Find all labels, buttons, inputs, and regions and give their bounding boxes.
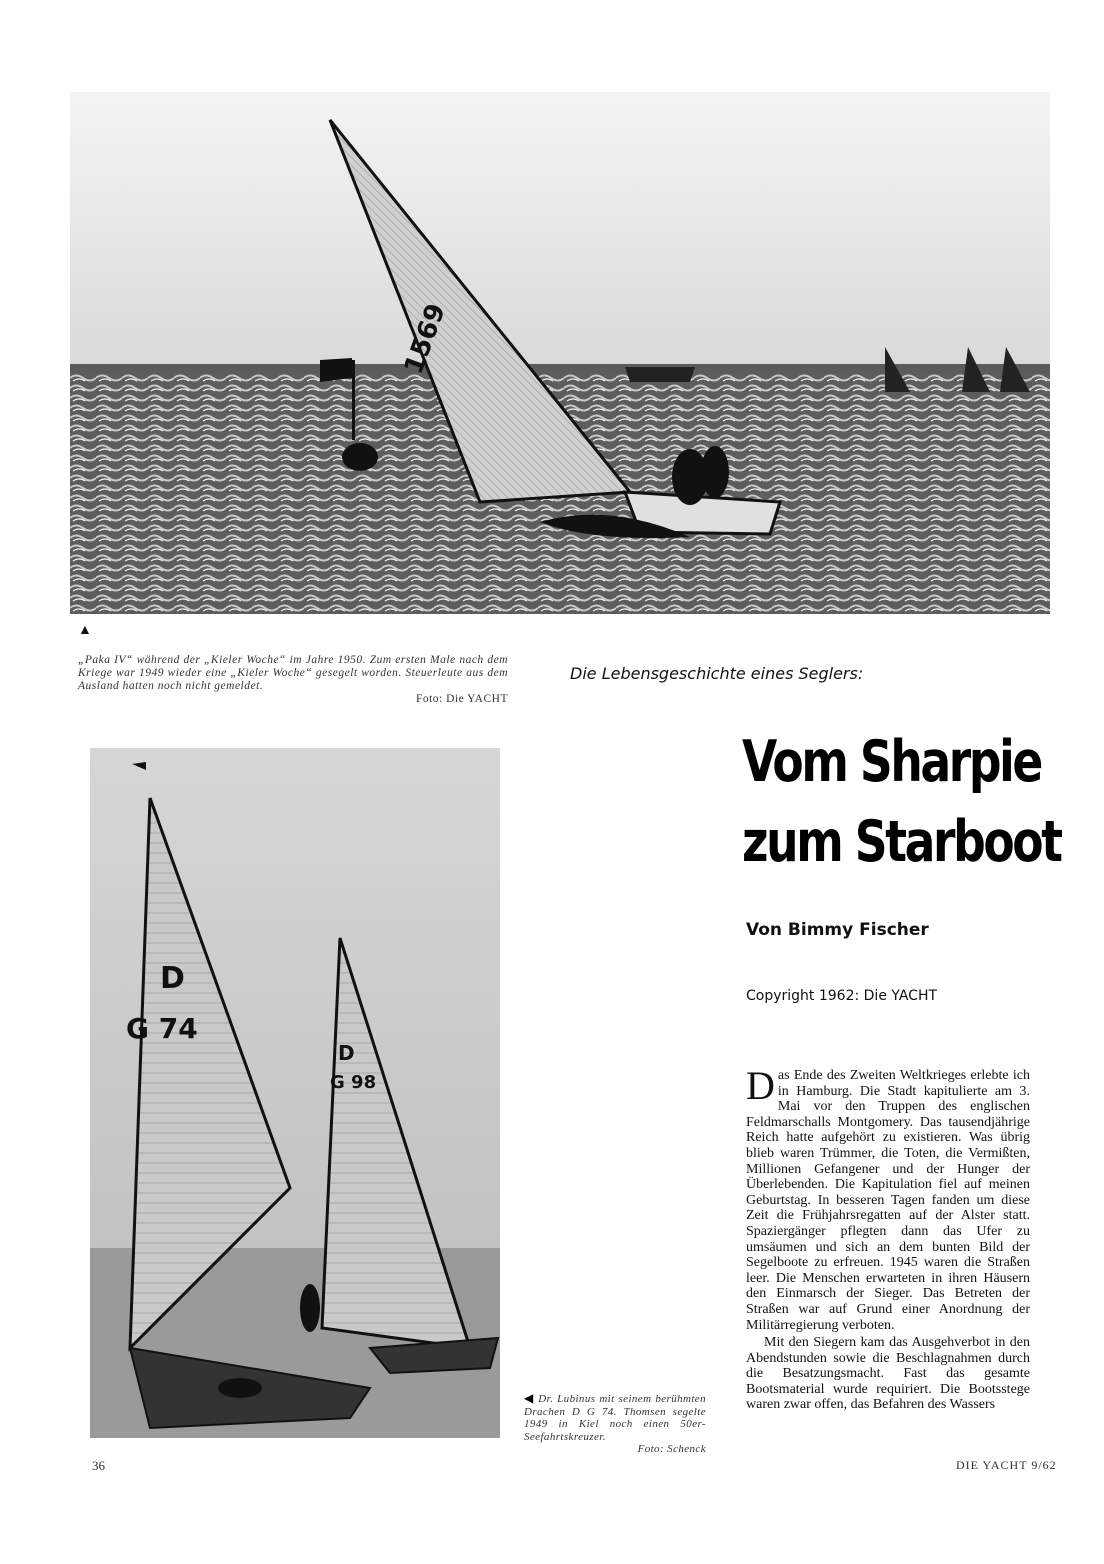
top-photo-credit: Foto: Die YACHT [415,693,508,705]
sail2-letter: D [338,1041,355,1065]
paragraph-1-text: as Ende des Zweiten Weltkrieges erlebte ich in Hamburg. Die Stadt kapitulierte am 3. Mai vor den Truppen des englischen Feldmarschalls Montgomery. Das tausendjährige Reich hatte aufgehört zu existieren. Was übrig blieb waren Trümmer, die Toten, die Vermißten, Millionen Gefangener und der Hunger der Überlebenden. Die Kapitulation fiel auf meinen Geburtstag. In besseren Tagen fanden um diese Zeit die Frühjahrsregatten auf der Alster statt. Spaziergänger pflegten dann das Ufer zu umsäumen und sich an dem bunten Bild der Segelboote zu erfreuen. 1945 waren die Straßen leer. Die Menschen erwarteten in ihren Häusern den Einmarsch der Sieger. Das Betreten der Straßen war auf Grund einer Anordnung der Militärregierung verboten. [746,1068,1030,1333]
top-photo-caption [78,654,508,706]
article-body [746,1063,1030,1413]
dragon-caption-text: Dr. Lubinus mit seinem berühmten Drachen D G 74. Thomsen segelte 1949 in Kiel noch einen 50er-Seefahrtskreuzer. [524,1393,706,1443]
top-caption-text: „Paka IV“ während der „Kieler Woche“ im Jahre 1950. Zum ersten Male nach dem Kriege war 1949 wieder eine „Kieler Woche“ gesegelt worden. Steuerleute aus dem Ausland hatten noch nicht gemeldet. [78,654,508,692]
sail1-letter: D [160,961,185,996]
drop-cap: D [746,1063,775,1108]
article-headline [742,722,1061,882]
dragon-photo-credit: Foto: Schenck [637,1443,706,1455]
page-number: 36 [92,1458,105,1473]
sail2-number: G 98 [330,1072,377,1093]
dragon-photo-caption [524,1392,706,1456]
headline-line-2: zum Starboot [742,809,1061,875]
dragon-boats-photo [90,748,500,1438]
sail1-number: G 74 [126,1012,198,1045]
magazine-issue: DIE YACHT 9/62 [956,1458,1057,1472]
body-paragraph-2: Mit den Siegern kam das Ausgehverbot in den Abendstunden sowie die Beschlagnahmen durch die Besatzungsmacht. Fast das gesamte Bootsmaterial wurde requiriert. Die Bootsstege waren zwar offen, das Befahren des Wassers [746,1335,1030,1413]
article-kicker: Die Lebensgeschichte eines Seglers: [570,664,864,683]
article-copyright: Copyright 1962: Die YACHT [746,988,938,1004]
headline-line-1: Vom Sharpie [742,729,1041,795]
top-caption-marker: ▲ [78,623,92,638]
article-byline: Von Bimmy Fischer [746,920,929,940]
body-paragraph-1 [746,1063,1030,1333]
top-sail-number: 1569 [398,299,452,379]
caption-arrow-icon: ◀ [524,1391,535,1405]
top-photo-sailing-boat [70,92,1050,614]
